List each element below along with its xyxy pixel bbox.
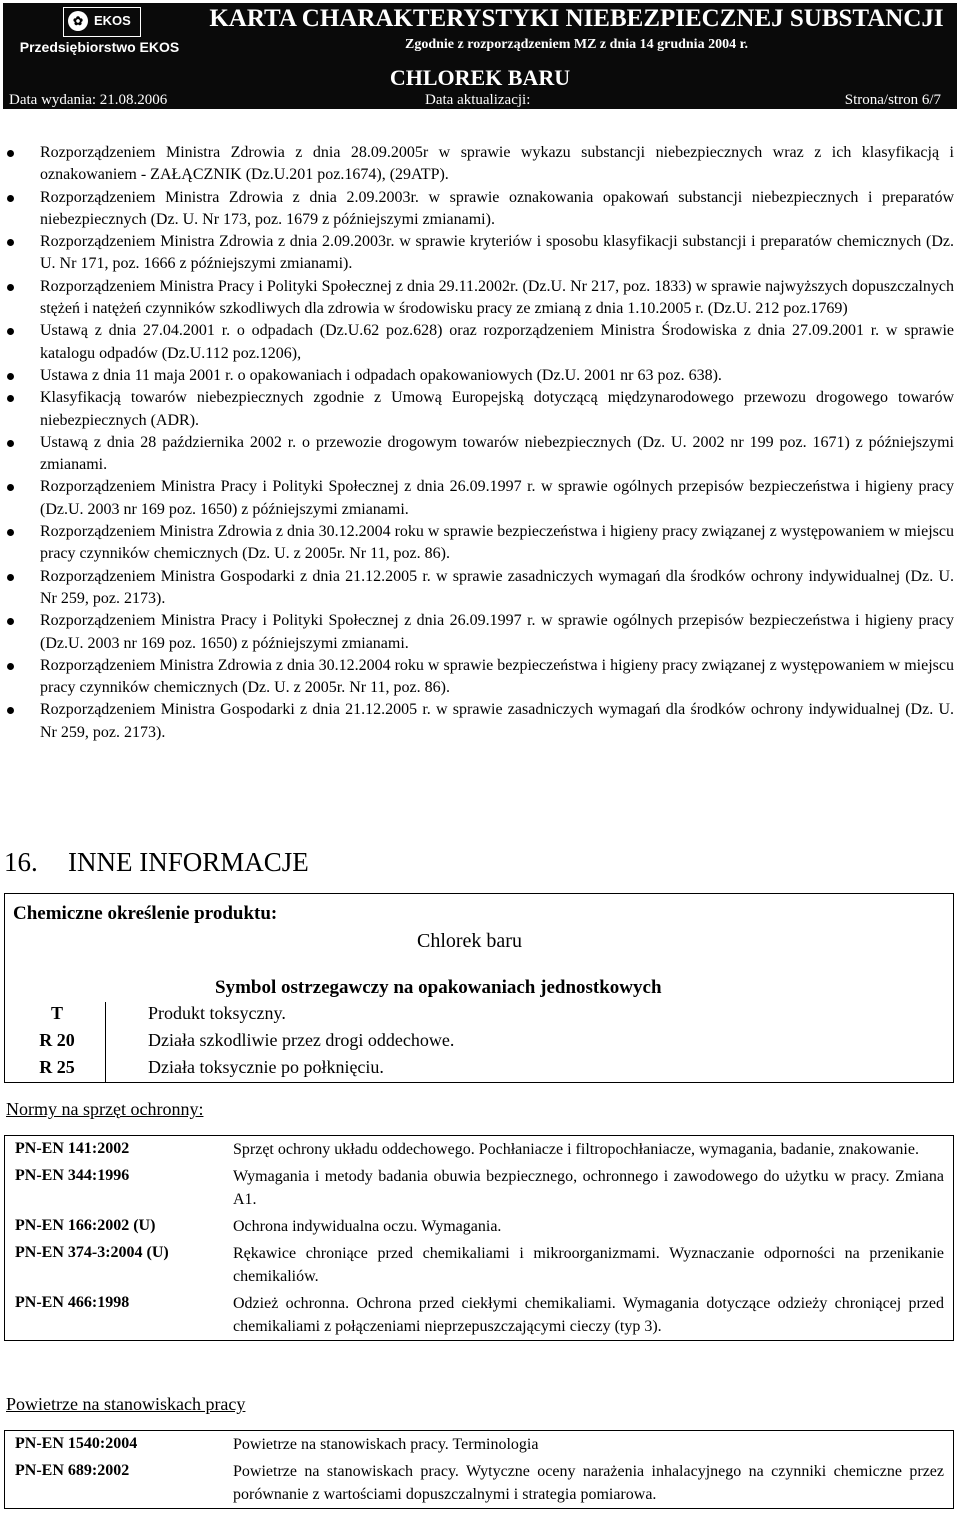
regulation-text: Rozporządzeniem Ministra Zdrowia z dnia 2.09.2003r. w sprawie kryteriów i sposobu klasyfikacji substancji i preparatów chemicznych (Dz. U. Nr 171, poz. 1666 z późniejszymi zmianami).	[40, 233, 954, 273]
bullet-icon	[7, 707, 14, 714]
regulation-item	[0, 231, 960, 276]
column-divider	[105, 1029, 106, 1056]
standard-code: PN-EN 374-3:2004 (U)	[15, 1244, 169, 1261]
regulation-item	[0, 187, 960, 232]
standard-code: PN-EN 689:2002	[15, 1462, 130, 1479]
standard-code: PN-EN 166:2002 (U)	[15, 1217, 156, 1234]
bullet-icon	[7, 484, 14, 491]
regulation-item	[0, 432, 960, 477]
bullet-icon	[7, 574, 14, 581]
regulation-text: Rozporządzeniem Ministra Pracy i Polityki Społecznej z dnia 29.11.2002r. (Dz.U. Nr 217, poz. 1833) w sprawie najwyższych dopuszczalnych stężeń i natężeń czynników szkodliwych dla zdrowia w środowisku pracy ze zmianą z dnia 1.10.2005 r. (Dz.U. 212 poz.1769)	[40, 277, 954, 318]
bullet-icon	[7, 239, 14, 246]
regulation-text: Rozporządzeniem Ministra Zdrowia z dnia 2.09.2003r. w sprawie oznakowania opakowań substancji niebezpiecznych i preparatów niebezpiecznych (Dz. U. Nr 173, poz. 1679 z późniejszymi zmianami).	[40, 188, 954, 228]
symbol-row	[5, 1002, 953, 1029]
bullet-icon	[7, 373, 14, 380]
regulation-text: Rozporządzeniem Ministra Gospodarki z dnia 21.12.2005 r. w sprawie zasadniczych wymagań dla środków ochrony indywidualnej (Dz. U. Nr 259, poz. 2173).	[40, 701, 954, 741]
standard-description: Ochrona indywidualna oczu. Wymagania.	[233, 1218, 502, 1235]
substance-name: CHLOREK BARU	[3, 65, 957, 91]
regulation-text: Rozporządzeniem Ministra Zdrowia z dnia 28.09.2005r w sprawie wykazu substancji niebezpiecznych wraz z ich klasyfikacją i oznakowaniem - ZAŁĄCZNIK (Dz.U.201 poz.1674), (29ATP).	[40, 144, 954, 184]
regulation-text: Rozporządzeniem Ministra Pracy i Polityki Społecznej z dnia 26.09.1997 r. w sprawie ogólnych przepisów bezpieczeństwa i higieny pracy (Dz.U. 2003 nr 169 poz. 1650) z późniejszymi zmianami.	[40, 612, 954, 652]
regulation-item	[0, 320, 960, 365]
symbol-code: T	[50, 1003, 63, 1023]
symbol-code: R 20	[39, 1030, 75, 1050]
bullet-icon	[7, 395, 14, 402]
symbol-description: Działa szkodliwie przez drogi oddechowe.	[148, 1030, 455, 1050]
standard-code: PN-EN 141:2002	[15, 1140, 130, 1157]
title-cell	[196, 3, 957, 65]
regulation-item	[0, 276, 960, 321]
regulation-text: Rozporządzeniem Ministra Gospodarki z dnia 21.12.2005 r. w sprawie zasadniczych wymagań dla środków ochrony indywidualnej (Dz. U. Nr 259, poz. 2173).	[40, 567, 954, 607]
company-cell	[3, 3, 196, 65]
column-divider	[105, 1002, 106, 1029]
company-logo	[63, 7, 141, 37]
standard-code: PN-EN 344:1996	[15, 1167, 130, 1184]
standard-row	[5, 1136, 953, 1163]
chemical-identification-box	[4, 893, 954, 1083]
symbol-description: Produkt toksyczny.	[148, 1003, 286, 1023]
chemical-label: Chemiczne określenie produktu:	[13, 903, 278, 924]
air-heading: Powietrze na stanowiskach pracy	[6, 1394, 246, 1414]
regulation-text: Ustawą z dnia 28 października 2002 r. o przewozie drogowym towarów niebezpiecznych (Dz. U. 2002 nr 199 poz. 1671) z późniejszymi zmianami.	[40, 433, 954, 474]
regulation-item	[0, 387, 960, 432]
regulation-text: Rozporządzeniem Ministra Pracy i Polityki Społecznej z dnia 26.09.1997 r. w sprawie ogólnych przepisów bezpieczeństwa i higieny pracy (Dz.U. 2003 nr 169 poz. 1650) z późniejszymi zmianami.	[40, 478, 954, 518]
regulation-item	[0, 365, 960, 387]
regulations-list	[0, 142, 960, 744]
regulation-item	[0, 610, 960, 655]
update-date: Data aktualizacji:	[425, 92, 531, 108]
regulation-text: Klasyfikacją towarów niebezpiecznych zgodnie z Umową Europejską dotyczącą międzynarodowego przewozu drogowego towarów niebezpiecznych (ADR).	[40, 389, 954, 429]
chemical-name: Chlorek baru	[417, 930, 522, 952]
document-header	[3, 3, 957, 109]
regulation-item	[0, 655, 960, 700]
regulation-item	[0, 566, 960, 611]
bullet-icon	[7, 328, 14, 335]
bullet-icon	[7, 529, 14, 536]
regulation-text: Rozporządzeniem Ministra Zdrowia z dnia 30.12.2004 roku w sprawie bezpieczeństwa i higieny pracy związanej z występowaniem w miejscu pracy czynników chemicznych (Dz. U. z 2005r. Nr 11, poz. 86).	[40, 656, 954, 697]
regulation-text: Ustawa z dnia 11 maja 2001 r. o opakowaniach i odpadach opakowaniowych (Dz.U. 2001 nr 63 poz. 638).	[40, 366, 722, 384]
standard-row	[5, 1240, 953, 1290]
standard-description: Odzież ochronna. Ochrona przed ciekłymi chemikaliami. Wymagania dotyczące odzieży chroniącej przed chemikaliami z połączeniami nieprzepuszczającymi cieczy (typ 3).	[233, 1295, 944, 1335]
bullet-icon	[7, 284, 14, 291]
regulation-item	[0, 521, 960, 566]
header-meta-row	[3, 91, 957, 109]
standard-description: Powietrze na stanowiskach pracy. Wytyczne oceny narażenia inhalacyjnego na czynniki chemiczne przez porównanie z wartościami dopuszczalnymi i strategia pomiarowa.	[233, 1463, 944, 1503]
bullet-icon	[7, 150, 14, 157]
symbol-row	[5, 1029, 953, 1056]
warning-symbols-table	[5, 1002, 953, 1083]
regulation-item	[0, 699, 960, 744]
norms-heading: Normy na sprzęt ochronny:	[6, 1099, 204, 1119]
standard-row	[5, 1213, 953, 1240]
document-subtitle: Zgodnie z rozporządzeniem MZ z dnia 14 grudnia 2004 r.	[405, 37, 748, 52]
standard-row	[5, 1290, 953, 1340]
regulation-text: Rozporządzeniem Ministra Zdrowia z dnia 30.12.2004 roku w sprawie bezpieczeństwa i higieny pracy związanej z występowaniem w miejscu pracy czynników chemicznych (Dz. U. z 2005r. Nr 11, poz. 86).	[40, 523, 954, 563]
standard-description: Wymagania i metody badania obuwia bezpiecznego, ochronnego i zawodowego do użytku w pracy. Zmiana A1.	[233, 1168, 944, 1208]
regulation-item	[0, 476, 960, 521]
bullet-icon	[7, 440, 14, 447]
regulation-item	[0, 142, 960, 187]
symbol-description: Działa toksycznie po połknięciu.	[148, 1057, 384, 1077]
issue-date: Data wydania: 21.08.2006	[9, 92, 168, 108]
air-table	[4, 1430, 954, 1509]
bullet-icon	[7, 663, 14, 670]
company-name: Przedsiębiorstwo EKOS	[19, 39, 180, 55]
bullet-icon	[7, 618, 14, 625]
standard-row	[5, 1431, 953, 1458]
logo-text: EKOS	[94, 13, 131, 28]
standard-description: Sprzęt ochrony układu oddechowego. Pochłaniacze i filtropochłaniacze, wymagania, badanie, znakowanie.	[233, 1141, 919, 1158]
column-divider	[105, 1056, 106, 1083]
symbol-row	[5, 1056, 953, 1083]
standard-code: PN-EN 466:1998	[15, 1294, 130, 1311]
document-title: KARTA CHARAKTERYSTYKI NIEBEZPIECZNEJ SUBSTANCJI	[209, 5, 944, 32]
page-number: Strona/stron 6/7	[844, 92, 941, 108]
section-number: 16.	[4, 847, 38, 877]
regulation-text: Ustawą z dnia 27.04.2001 r. o odpadach (Dz.U.62 poz.628) oraz rozporządzeniem Ministra Środowiska z dnia 27.09.2001 r. w sprawie katalogu odpadów (Dz.U.112 poz.1206),	[40, 322, 954, 362]
standard-description: Powietrze na stanowiskach pracy. Terminologia	[233, 1436, 539, 1453]
symbol-code: R 25	[39, 1057, 75, 1077]
standard-code: PN-EN 1540:2004	[15, 1435, 138, 1452]
bullet-icon	[7, 195, 14, 202]
standard-row	[5, 1163, 953, 1213]
norms-table	[4, 1135, 954, 1341]
section-title: INNE INFORMACJE	[68, 847, 309, 877]
warning-symbols-heading: Symbol ostrzegawczy na opakowaniach jednostkowych	[215, 977, 662, 998]
leaf-icon: ✿	[68, 11, 88, 31]
section-heading	[4, 847, 309, 878]
standard-row	[5, 1458, 953, 1508]
standard-description: Rękawice chroniące przed chemikaliami i mikroorganizmami. Wyznaczanie odporności na przenikanie chemikaliów.	[233, 1245, 944, 1285]
